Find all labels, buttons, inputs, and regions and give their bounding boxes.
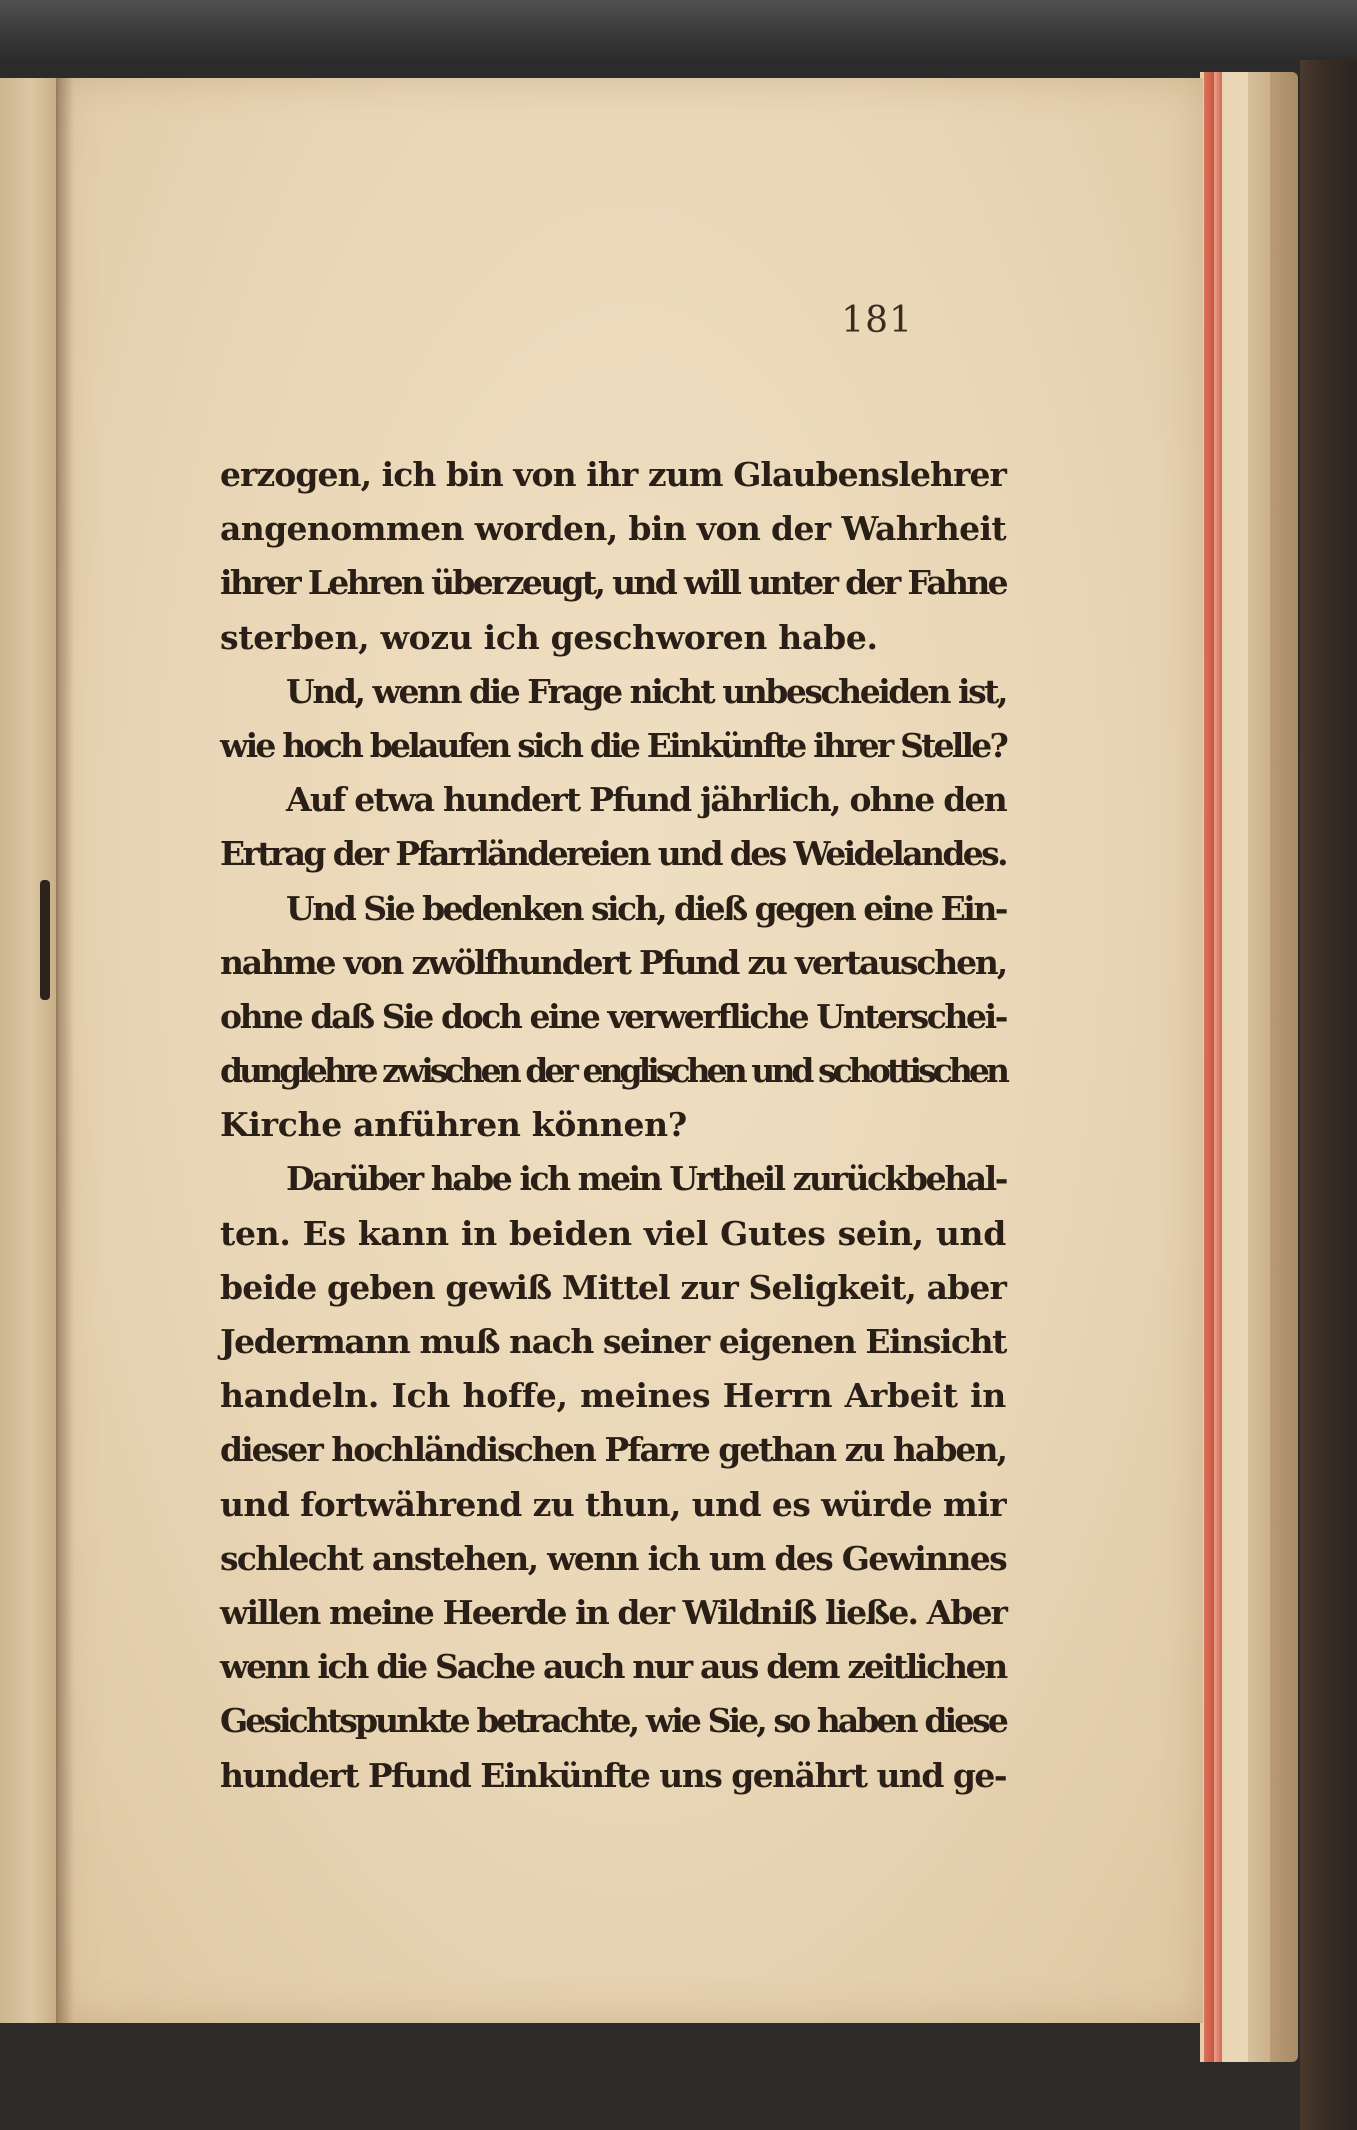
text-line: Ertrag der Pfarrländereien und des Weidelandes. [220, 834, 1006, 874]
text-line: dieser hochländischen Pfarre gethan zu haben, [220, 1430, 1006, 1470]
text-line: Auf etwa hundert Pfund jährlich, ohne den [286, 780, 1006, 820]
text-line: dunglehre zwischen der englischen und schottischen [220, 1051, 1006, 1091]
text-line: angenommen worden, bin von der Wahrheit [220, 509, 1006, 549]
book-page [58, 78, 1203, 2023]
text-line: Kirche anführen können? [220, 1105, 687, 1145]
text-line: ohne daß Sie doch eine verwerfliche Unterschei- [220, 996, 1006, 1036]
text-line: beide geben gewiß Mittel zur Seligkeit, aber [220, 1267, 1006, 1307]
text-line: Darüber habe ich mein Urtheil zurückbehal- [286, 1159, 1006, 1199]
text-line: erzogen, ich bin von ihr zum Glaubenslehrer [220, 455, 1006, 494]
text-line: nahme von zwölfhundert Pfund zu vertauschen, [220, 942, 1006, 982]
text-line: Gesichtspunkte betrachte, wie Sie, so haben diese [220, 1701, 1006, 1741]
text-line: Jedermann muß nach seiner eigenen Einsicht [220, 1322, 1006, 1361]
text-line: handeln. Ich hoffe, meines Herrn Arbeit in [220, 1376, 1006, 1416]
text-line: sterben, wozu ich geschworen habe. [220, 617, 878, 657]
text-line: wie hoch belaufen sich die Einkünfte ihrer Stelle? [220, 725, 1006, 765]
text-line: willen meine Heerde in der Wildniß ließe. Aber [220, 1592, 1006, 1632]
page-number: 181 [841, 300, 913, 341]
body-text [220, 448, 1006, 1803]
text-line: Und, wenn die Frage nicht unbescheiden ist, [286, 671, 1006, 711]
text-line: ihrer Lehren überzeugt, und will unter der Fahne [220, 563, 1006, 603]
text-line: ten. Es kann in beiden viel Gutes sein, und [220, 1213, 1006, 1253]
text-line: schlecht anstehen, wenn ich um des Gewinnes [220, 1538, 1006, 1578]
page-edges-stack [1200, 72, 1298, 2062]
text-line: Und Sie bedenken sich, dieß gegen eine Ein- [286, 888, 1006, 928]
gutter-shadow [56, 78, 74, 2023]
text-line: hundert Pfund Einkünfte uns genährt und ge- [220, 1755, 1006, 1795]
text-line: und fortwährend zu thun, und es würde mir [220, 1484, 1006, 1524]
book-top-edge [0, 0, 1357, 62]
book-binding-right [1300, 60, 1357, 2130]
binding-mark [40, 880, 50, 1000]
left-page-edge [0, 78, 60, 2023]
text-line: wenn ich die Sache auch nur aus dem zeitlichen [220, 1647, 1006, 1687]
